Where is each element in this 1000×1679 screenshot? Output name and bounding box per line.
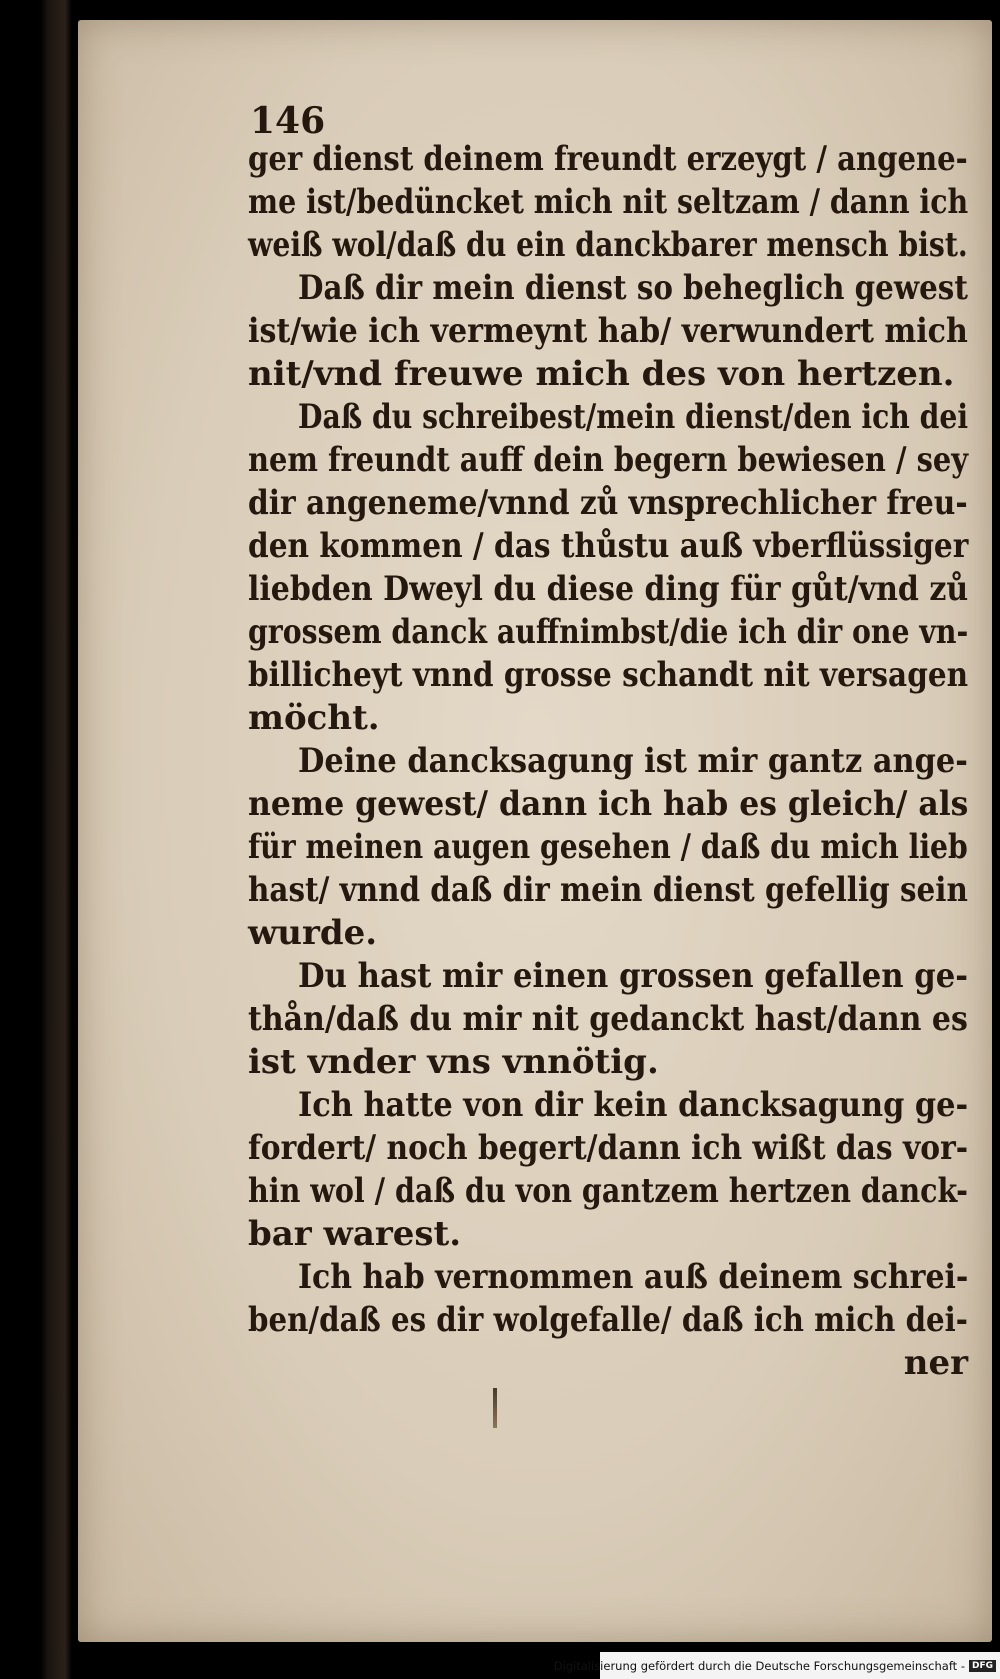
text-line: me ist/bedüncket mich nit seltzam / dann ich (248, 182, 969, 222)
text-line: ist/wie ich vermeynt hab/ verwundert mich (248, 311, 968, 351)
text-line: hin wol / daß du von gantzem hertzen danck- (248, 1171, 968, 1211)
text-line: Ich hab vernommen auß deinem schrei- (298, 1257, 969, 1297)
text-line: hast/ vnnd daß dir mein dienst gefellig sein (248, 870, 968, 910)
digitization-footer (553, 1652, 1000, 1679)
catchword: ner (903, 1343, 968, 1383)
text-line: dir angeneme/vnnd zů vnsprechlicher freu- (248, 483, 968, 523)
binding-mark (493, 1388, 497, 1428)
text-line: den kommen / das thůstu auß vberflüssiger (248, 526, 969, 566)
text-line: ist vnder vns vnnötig. (248, 1042, 659, 1082)
dfg-logo: DFG (969, 1660, 996, 1672)
text-line: ger dienst deinem freundt erzeygt / angene- (248, 139, 968, 179)
text-line: wurde. (248, 913, 378, 953)
text-line: Du hast mir einen grossen gefallen ge- (298, 956, 969, 996)
text-line: bar warest. (248, 1214, 462, 1254)
text-line: Deine dancksagung ist mir gantz ange- (298, 741, 968, 781)
text-line: Daß du schreibest/mein dienst/den ich dei (298, 397, 969, 437)
text-line: für meinen augen gesehen / daß du mich lieb (248, 827, 968, 867)
text-line: weiß wol/daß du ein danckbarer mensch bist. (248, 225, 968, 265)
text-line: billicheyt vnnd grosse schandt nit versagen (248, 655, 969, 695)
text-line: Ich hatte von dir kein dancksagung ge- (298, 1085, 969, 1125)
text-line: neme gewest/ dann ich hab es gleich/ als (248, 784, 969, 824)
text-line: Daß dir mein dienst so beheglich gewest (298, 268, 968, 308)
text-line: thån/daß du mir nit gedanckt hast/dann es (248, 999, 968, 1039)
text-line: nit/vnd freuwe mich des von hertzen. (248, 354, 955, 394)
page-text (248, 138, 968, 1385)
text-line: grossem danck auffnimbst/die ich dir one vn- (248, 612, 969, 652)
text-line: möcht. (248, 698, 380, 738)
page-number: 146 (250, 100, 326, 142)
footer-credit: Digitalisierung gefördert durch die Deutsche Forschungsgemeinschaft - (553, 1658, 965, 1673)
text-line: ben/daß es dir wolgefalle/ daß ich mich dei- (248, 1300, 968, 1340)
text-line: nem freundt auff dein begern bewiesen / sey (248, 440, 969, 480)
text-line: liebden Dweyl du diese ding für gůt/vnd zů (248, 569, 969, 609)
text-line: fordert/ noch begert/dann ich wißt das vor- (248, 1128, 969, 1168)
